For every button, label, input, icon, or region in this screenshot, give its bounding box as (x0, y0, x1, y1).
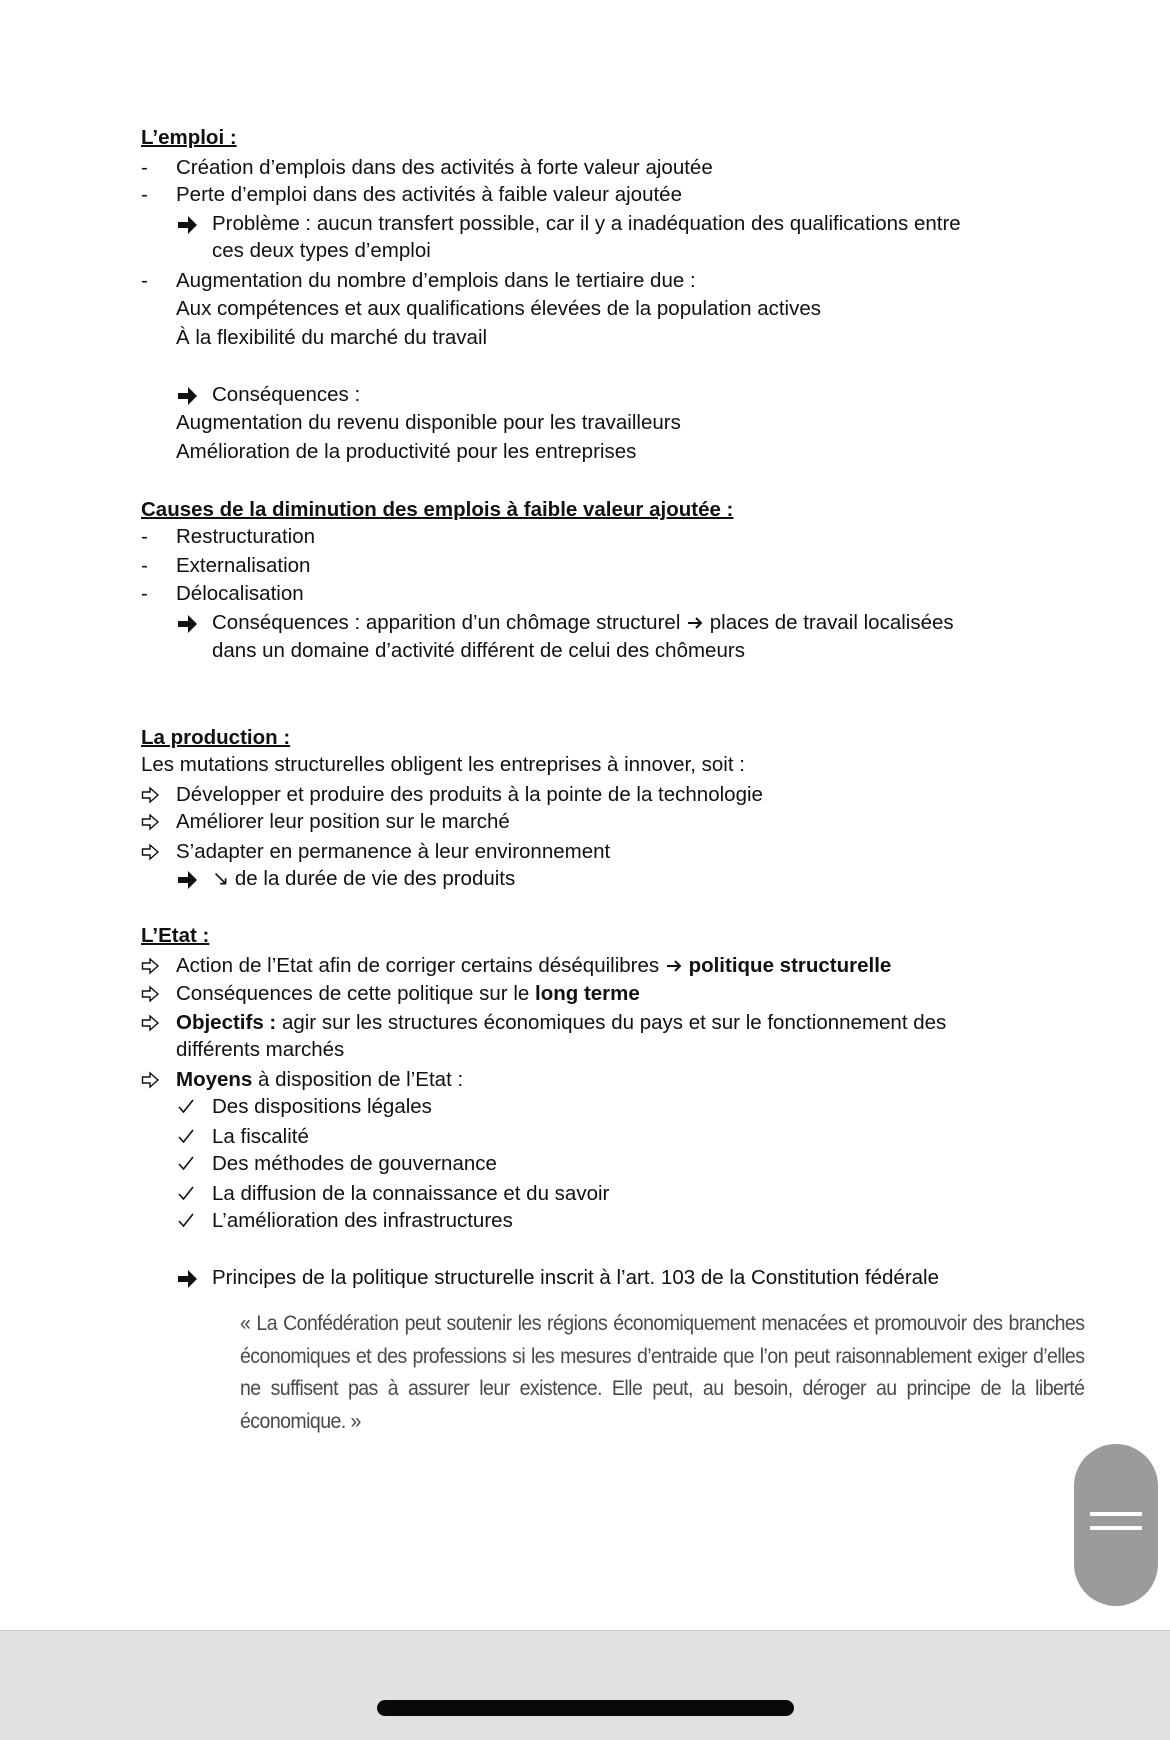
dash-bullet: - (141, 183, 148, 206)
bold-arrow-icon (177, 211, 199, 239)
causes-item-delocalisation: Délocalisation (176, 582, 304, 605)
bold-arrow-icon (177, 1265, 199, 1293)
heading-causes: Causes de la diminution des emplois à faible valeur ajoutée : (141, 498, 734, 521)
emploi-item-augmentation-a: Aux compétences et aux qualifications élevées de la population actives (176, 297, 822, 320)
decrease-arrow-icon: ↘ (212, 867, 230, 890)
etat-item-consequences-bold: long terme (535, 982, 640, 1005)
bold-arrow-icon (177, 382, 199, 410)
bottom-bar (0, 1630, 1170, 1740)
etat-moyens-text: à disposition de l’Etat : (258, 1068, 464, 1091)
production-item-ameliorer: Améliorer leur position sur le marché (176, 810, 510, 833)
heading-production: La production : (141, 726, 291, 749)
outline-arrow-icon (141, 808, 161, 836)
production-result-text: de la durée de vie des produits (234, 867, 516, 890)
scroll-handle[interactable] (1074, 1444, 1158, 1606)
etat-item-moyens (176, 1066, 463, 1094)
check-icon (177, 1123, 195, 1151)
production-intro: Les mutations structurelles obligent les entreprises à innover, soit : (141, 753, 745, 776)
dash-bullet: - (141, 156, 148, 179)
dash-bullet: - (141, 582, 148, 605)
outline-arrow-icon (141, 838, 161, 866)
bold-arrow-icon (177, 866, 199, 894)
etat-item-consequences (176, 980, 640, 1008)
outline-arrow-icon (141, 1009, 161, 1037)
outline-arrow-icon (141, 980, 161, 1008)
emploi-item-augmentation: Augmentation du nombre d’emplois dans le tertiaire due : (176, 269, 696, 292)
emploi-item-creation: Création d’emplois dans des activités à forte valeur ajoutée (176, 156, 713, 179)
dash-bullet: - (141, 554, 148, 577)
etat-item-action-text: Action de l’Etat afin de corriger certains déséquilibres (176, 954, 660, 977)
dash-bullet: - (141, 525, 148, 548)
etat-item-objectifs (176, 1009, 946, 1037)
outline-arrow-icon (141, 1066, 161, 1094)
right-arrow-icon (665, 955, 683, 983)
emploi-consequence-b: Amélioration de la productivité pour les entreprises (176, 440, 637, 463)
production-item-developper: Développer et produire des produits à la pointe de la technologie (176, 783, 763, 806)
etat-objectifs-line2: différents marchés (176, 1038, 345, 1061)
causes-consequence-line1 (212, 609, 954, 640)
check-icon (177, 1150, 195, 1178)
moyens-list-item: L’amélioration des infrastructures (212, 1209, 513, 1232)
etat-moyens-label: Moyens (176, 1068, 253, 1091)
emploi-probleme-line2: ces deux types d’emploi (212, 239, 431, 262)
outline-arrow-icon (141, 952, 161, 980)
home-indicator[interactable] (377, 1700, 794, 1716)
grip-line (1090, 1512, 1142, 1516)
production-item-adapter: S’adapter en permanence à leur environnement (176, 840, 611, 863)
emploi-item-perte: Perte d’emploi dans des activités à faible valeur ajoutée (176, 183, 682, 206)
constitution-quote: « La Confédération peut soutenir les régions économiquement menacées et promouvoir des branches économiques et des professions si les mesures d’entraide que l’on peut raisonnablement exiger d’elles ne suffisent pas à assurer leur existence. Elle peut, au besoin, déroger au principe de la liberté économique. » (240, 1312, 1085, 1433)
outline-arrow-icon (141, 781, 161, 809)
heading-etat: L’Etat : (141, 924, 210, 947)
bold-arrow-icon (177, 610, 199, 638)
emploi-consequence-a: Augmentation du revenu disponible pour les travailleurs (176, 411, 681, 434)
etat-objectifs-label: Objectifs : (176, 1011, 277, 1034)
check-icon (177, 1207, 195, 1235)
causes-consequence-text-a: Conséquences : apparition d’un chômage structurel (212, 611, 681, 634)
check-icon (177, 1180, 195, 1208)
etat-objectifs-text: agir sur les structures économiques du pays et sur le fonctionnement des (281, 1011, 947, 1034)
emploi-consequences-label: Conséquences : (212, 383, 361, 406)
etat-item-action (176, 952, 891, 983)
moyens-list-item: Des dispositions légales (212, 1095, 432, 1118)
etat-principes: Principes de la politique structurelle inscrit à l’art. 103 de la Constitution fédérale (212, 1266, 939, 1289)
check-icon (177, 1093, 195, 1121)
grip-line (1090, 1526, 1142, 1530)
causes-consequence-text-b: places de travail localisées (709, 611, 954, 634)
moyens-list-item: La diffusion de la connaissance et du savoir (212, 1182, 610, 1205)
causes-item-restructuration: Restructuration (176, 525, 316, 548)
etat-item-consequences-text: Conséquences de cette politique sur le (176, 982, 530, 1005)
heading-emploi: L’emploi : (141, 126, 237, 149)
moyens-list-item: Des méthodes de gouvernance (212, 1152, 497, 1175)
etat-item-action-bold: politique structurelle (688, 954, 892, 977)
causes-item-externalisation: Externalisation (176, 554, 311, 577)
emploi-item-augmentation-b: À la flexibilité du marché du travail (176, 326, 488, 349)
moyens-list-item: La fiscalité (212, 1125, 309, 1148)
causes-consequence-line2: dans un domaine d’activité différent de celui des chômeurs (212, 639, 745, 662)
emploi-probleme-line1: Problème : aucun transfert possible, car il y a inadéquation des qualifications entre (212, 212, 961, 235)
production-result-line (212, 865, 515, 893)
dash-bullet: - (141, 269, 148, 292)
right-arrow-icon (686, 612, 704, 640)
